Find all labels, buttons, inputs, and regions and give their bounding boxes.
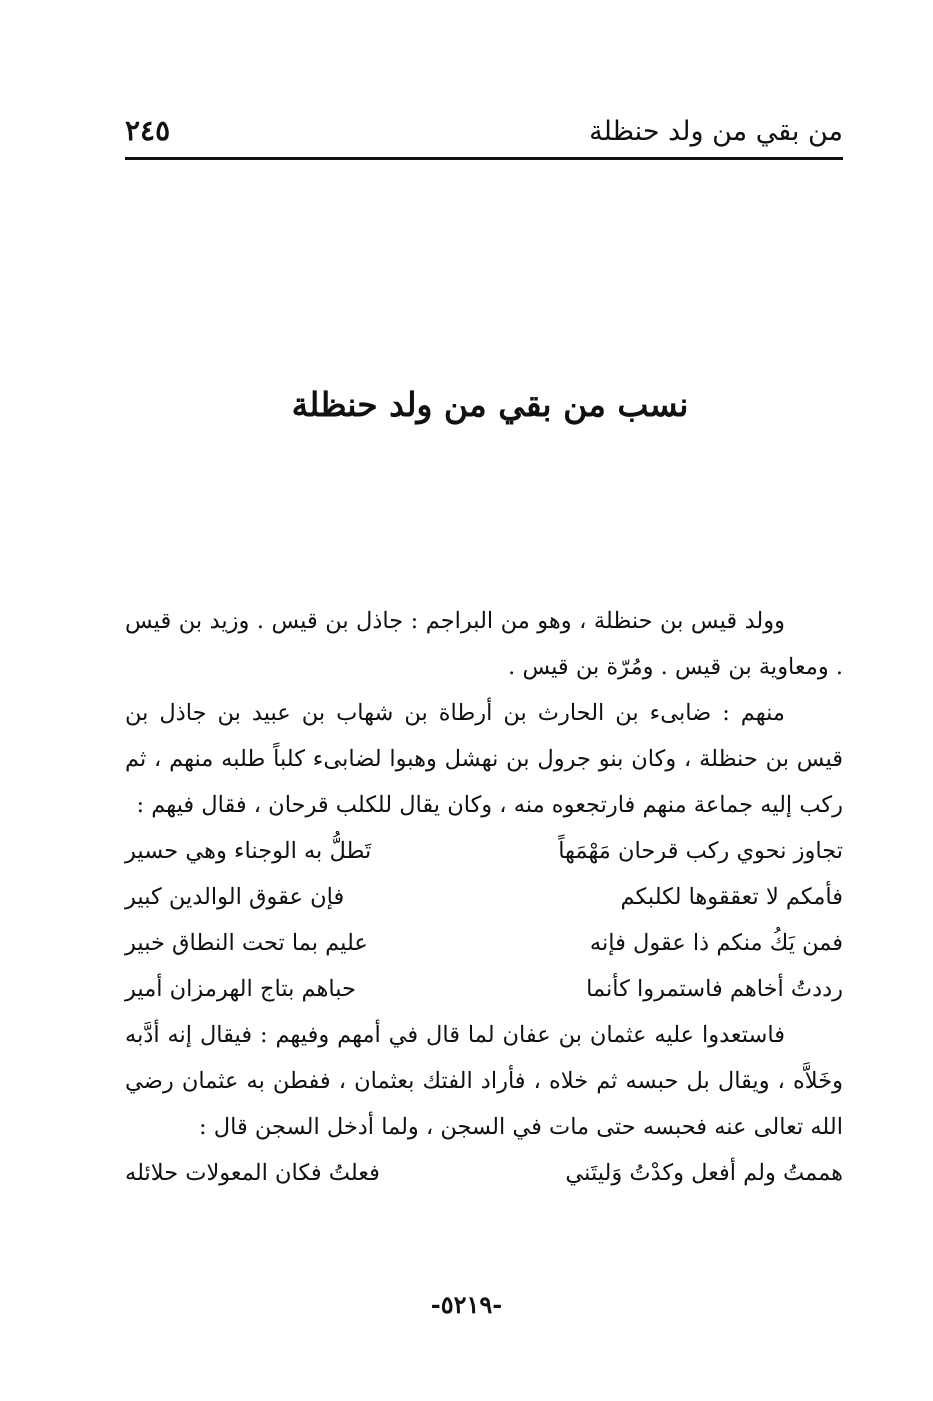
paragraph-2: منهم : ضابىء بن الحارث بن أرطاة بن شهاب بن عبيد بن جاذل بن قيس بن حنظلة ، وكان بنو جرول بن نهشل وهبوا لضابىء كلباً طلبه منهم ، ثم ركب إليه جماعة منهم فارتجعوه منه ، وكان يقال للكلب قرحان ، فقال فيهم :	[125, 700, 843, 818]
page-number: ٢٤٥	[125, 114, 171, 147]
body-text	[125, 598, 843, 1196]
verse-line	[125, 1150, 843, 1196]
poem-2	[125, 1150, 843, 1196]
verse-second-hemistich: تَطلُّ به الوجناء وهي حسير	[125, 838, 372, 864]
verse-first-hemistich: تجاوز نحوي ركب قرحان مَهْمَهاً	[558, 838, 843, 864]
paragraph-3: فاستعدوا عليه عثمان بن عفان لما قال في أمهم وفيهم : فيقال إنه أدَّبه وخَلاَّه ، ويقال بل حبسه ثم خلاه ، فأراد الفتك بعثمان ، ففطن به عثمان رضي الله تعالى عنه فحبسه حتى مات في السجن ، ولما أدخل السجن قال :	[125, 1022, 843, 1140]
paragraph-1: وولد قيس بن حنظلة ، وهو من البراجم : جاذل بن قيس . وزيد بن قيس . ومعاوية بن قيس . ومُرّة بن قيس .	[125, 608, 843, 680]
verse-line	[125, 828, 843, 874]
verse-second-hemistich: عليم بما تحت النطاق خبير	[125, 930, 368, 956]
chapter-title: نسب من بقي من ولد حنظلة	[291, 385, 689, 424]
verse-second-hemistich: فإن عقوق الوالدين كبير	[125, 884, 345, 910]
verse-first-hemistich: هممتُ ولم أفعل وكدْتُ وَليتَني	[565, 1160, 843, 1186]
verse-first-hemistich: فمن يَكُ منكم ذا عقول فإنه	[589, 930, 843, 956]
verse-second-hemistich: حباهم بتاج الهرمزان أمير	[125, 976, 356, 1002]
verse-line	[125, 920, 843, 966]
verse-line	[125, 966, 843, 1012]
poem-1	[125, 828, 843, 1012]
verse-line	[125, 874, 843, 920]
running-head	[125, 112, 843, 156]
running-title: من بقي من ولد حنظلة	[589, 116, 843, 147]
header-rule	[125, 157, 843, 160]
footer-page-number: -٥٢١٩-	[430, 1290, 503, 1319]
verse-second-hemistich: فعلتُ فكان المعولات حلائله	[125, 1160, 380, 1186]
verse-first-hemistich: فأمكم لا تعققوها لكلبكم	[620, 884, 843, 910]
verse-first-hemistich: رددتُ أخاهم فاستمروا كأنما	[586, 976, 843, 1002]
